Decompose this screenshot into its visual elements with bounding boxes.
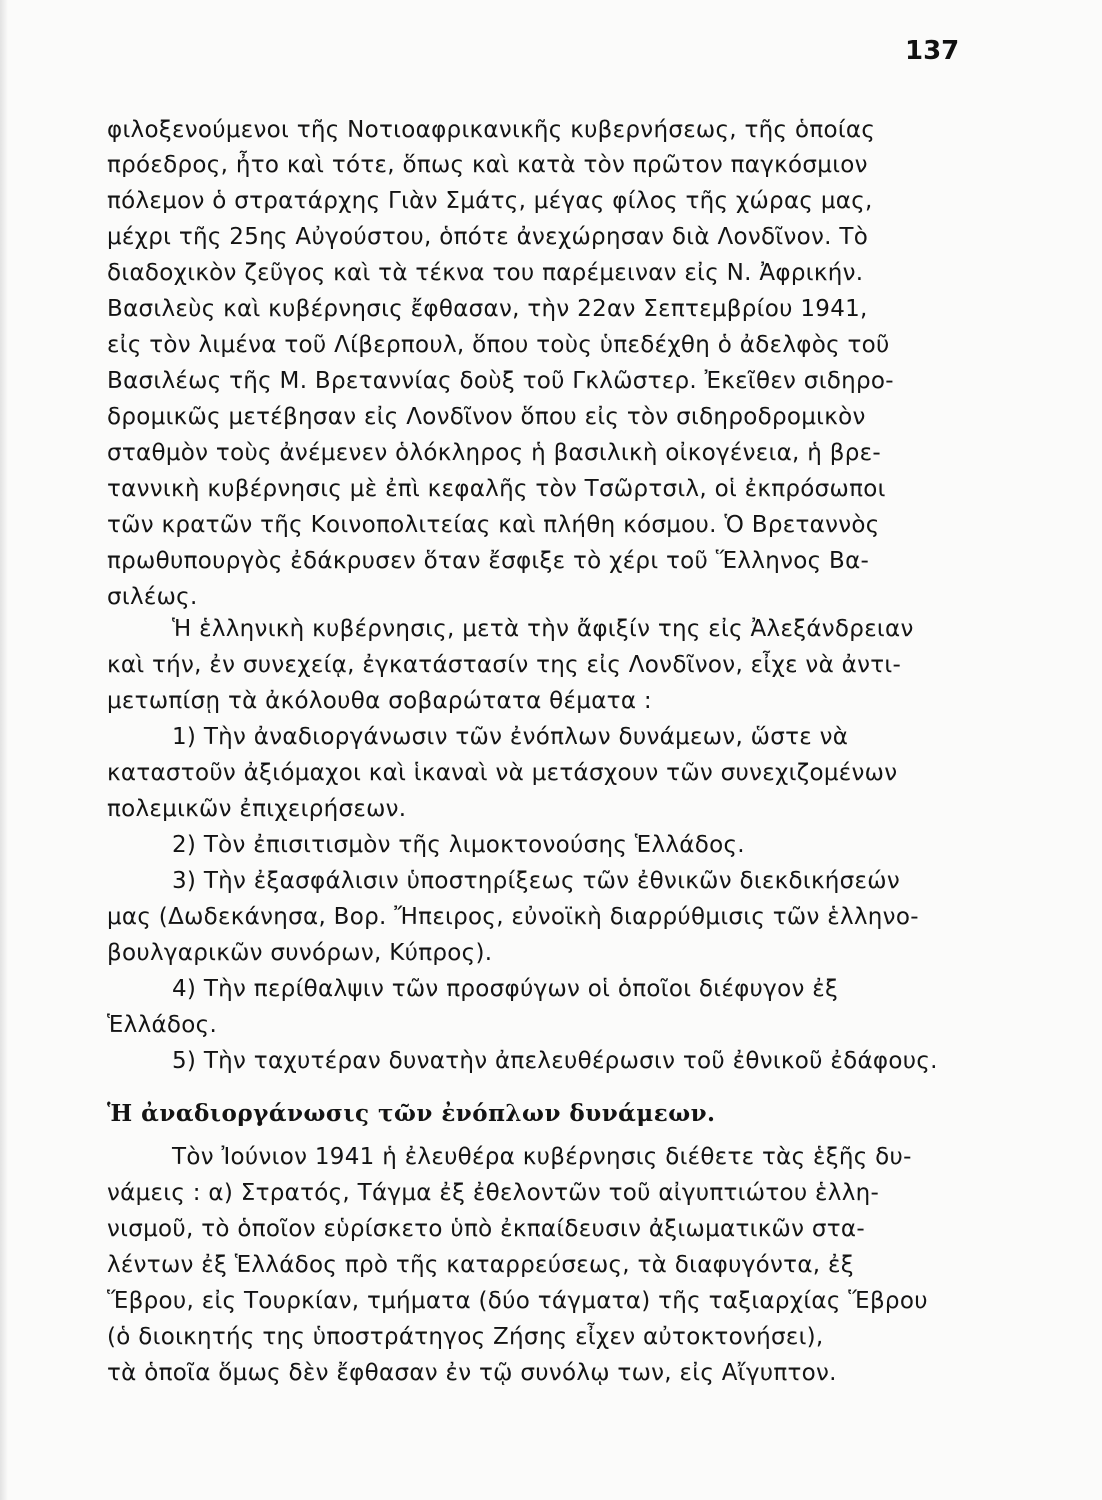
text-line: Ἑλλάδος. — [107, 1012, 218, 1038]
text-line: τὰ ὁποῖα ὅμως δὲν ἔφθασαν ἐν τῷ συνόλῳ των, εἰς Αἴγυπτον. — [107, 1360, 837, 1386]
text-line: πρόεδρος, ἦτο καὶ τότε, ὅπως καὶ κατὰ τὸν πρῶτον παγκόσμιον — [107, 152, 868, 178]
text-line: σιλέως. — [107, 584, 198, 610]
text-line: 3) Τὴν ἐξασφάλισιν ὑποστηρίξεως τῶν ἐθνικῶν διεκδικήσεών — [172, 868, 901, 894]
text-line: Ἕβρου, εἰς Τουρκίαν, τμήματα (δύο τάγματα) τῆς ταξιαρχίας Ἕβρου — [107, 1288, 928, 1314]
text-line: 1) Τὴν ἀναδιοργάνωσιν τῶν ἐνόπλων δυνάμεων, ὥστε νὰ — [172, 724, 849, 750]
text-line: βουλγαρικῶν συνόρων, Κύπρος). — [107, 940, 493, 966]
text-line: πρωθυπουργὸς ἐδάκρυσεν ὅταν ἔσφιξε τὸ χέρι τοῦ Ἕλληνος Βα- — [107, 548, 870, 574]
text-line: πολεμικῶν ἐπιχειρήσεων. — [107, 796, 407, 822]
section-heading: Ἡ ἀναδιοργάνωσις τῶν ἐνόπλων δυνάμεων. — [107, 1100, 716, 1127]
text-line: καὶ τήν, ἐν συνεχείᾳ, ἐγκατάστασίν της εἰς Λονδῖνον, εἶχε νὰ ἀντι- — [107, 652, 902, 678]
text-line: τῶν κρατῶν τῆς Κοινοπολιτείας καὶ πλήθη κόσμου. Ὁ Βρεταννὸς — [107, 512, 880, 538]
text-line: νάμεις : α) Στρατός, Τάγμα ἐξ ἐθελοντῶν τοῦ αἰγυπτιώτου ἑλλη- — [107, 1180, 880, 1206]
text-line: (ὁ διοικητής της ὑποστράτηγος Ζήσης εἶχεν αὐτοκτονήσει), — [107, 1324, 824, 1350]
page-number: 137 — [905, 36, 960, 66]
text-line: 4) Τὴν περίθαλψιν τῶν προσφύγων οἱ ὁποῖοι διέφυγον ἐξ — [172, 976, 839, 1002]
text-line: μετωπίσῃ τὰ ἀκόλουθα σοβαρώτατα θέματα : — [107, 688, 652, 714]
text-line: 2) Τὸν ἐπισιτισμὸν τῆς λιμοκτονούσης Ἑλλάδος. — [172, 832, 745, 858]
text-line: εἰς τὸν λιμένα τοῦ Λίβερπουλ, ὅπου τοὺς ὑπεδέχθη ὁ ἀδελφὸς τοῦ — [107, 332, 890, 358]
text-line: ταννικὴ κυβέρνησις μὲ ἐπὶ κεφαλῆς τὸν Τσῶρτσιλ, οἱ ἐκπρόσωποι — [107, 476, 886, 502]
page-edge-shadow — [0, 0, 8, 1500]
text-line: σταθμὸν τοὺς ἀνέμενεν ὁλόκληρος ἡ βασιλικὴ οἰκογένεια, ἡ βρε- — [107, 440, 881, 466]
text-line: 5) Τὴν ταχυτέραν δυνατὴν ἀπελευθέρωσιν τοῦ ἐθνικοῦ ἐδάφους. — [172, 1048, 938, 1074]
text-line: πόλεμον ὁ στρατάρχης Γιὰν Σμάτς, μέγας φίλος τῆς χώρας μας, — [107, 188, 873, 214]
text-line: Τὸν Ἰούνιον 1941 ἡ ἐλευθέρα κυβέρνησις διέθετε τὰς ἑξῆς δυ- — [172, 1144, 912, 1170]
text-line: διαδοχικὸν ζεῦγος καὶ τὰ τέκνα του παρέμειναν εἰς Ν. Ἀφρικήν. — [107, 260, 864, 286]
text-line: φιλοξενούμενοι τῆς Νοτιοαφρικανικῆς κυβερνήσεως, τῆς ὁποίας — [107, 117, 876, 143]
text-line: Βασιλεὺς καὶ κυβέρνησις ἔφθασαν, τὴν 22αν Σεπτεμβρίου 1941, — [107, 296, 868, 322]
text-line: λέντων ἐξ Ἑλλάδος πρὸ τῆς καταρρεύσεως, τὰ διαφυγόντα, ἐξ — [107, 1252, 854, 1278]
text-line: μας (Δωδεκάνησα, Βορ. Ἤπειρος, εὐνοϊκὴ διαρρύθμισις τῶν ἑλληνο- — [107, 904, 919, 930]
text-line: νισμοῦ, τὸ ὁποῖον εὑρίσκετο ὑπὸ ἐκπαίδευσιν ἀξιωματικῶν στα- — [107, 1216, 865, 1242]
text-line: Βασιλέως τῆς Μ. Βρεταννίας δοὺξ τοῦ Γκλῶστερ. Ἐκεῖθεν σιδηρο- — [107, 368, 894, 394]
text-line: Ἡ ἑλληνικὴ κυβέρνησις, μετὰ τὴν ἄφιξίν της εἰς Ἀλεξάνδρειαν — [172, 616, 914, 642]
text-line: καταστοῦν ἀξιόμαχοι καὶ ἱκαναὶ νὰ μετάσχουν τῶν συνεχιζομένων — [107, 760, 898, 786]
text-line: δρομικῶς μετέβησαν εἰς Λονδῖνον ὅπου εἰς τὸν σιδηροδρομικὸν — [107, 404, 866, 430]
text-line: μέχρι τῆς 25ης Αὐγούστου, ὁπότε ἀνεχώρησαν διὰ Λονδῖνον. Τὸ — [107, 224, 869, 250]
